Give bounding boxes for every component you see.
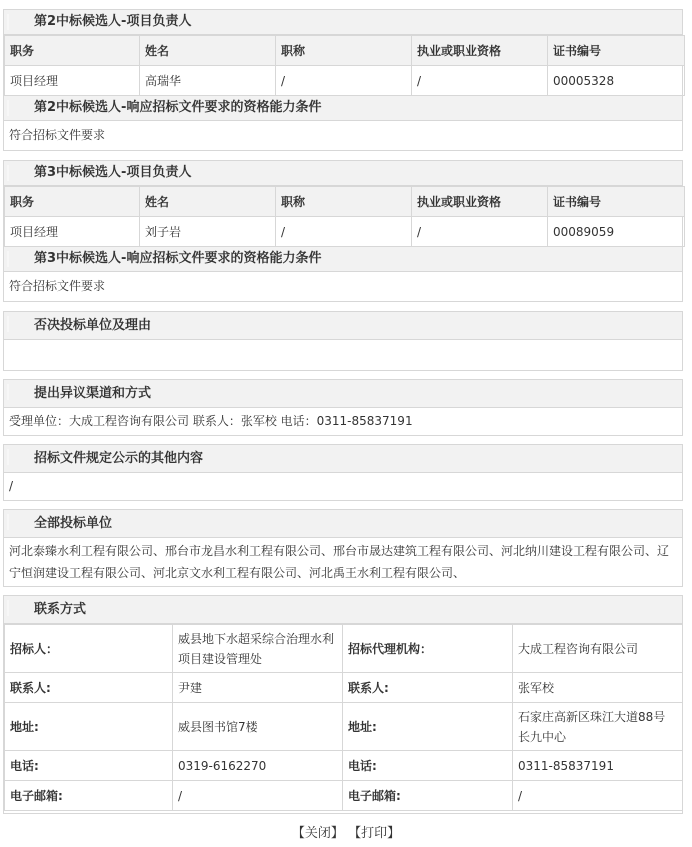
agency-contact-value: 张军校 xyxy=(513,673,683,703)
header-marker xyxy=(7,251,9,267)
objection-text: 受理单位：大成工程咨询有限公司 联系人：张军校 电话：0311-85837191 xyxy=(9,414,413,428)
other-content-header xyxy=(4,445,682,473)
tenderer-address-label: 地址: xyxy=(5,703,173,751)
contact-header xyxy=(4,596,682,624)
candidate-2-condition-title: 第2中标候选人-响应招标文件要求的资格能力条件 xyxy=(34,100,322,115)
header-marker xyxy=(7,384,9,400)
agency-address-value: 石家庄高新区珠江大道88号长九中心 xyxy=(513,703,683,751)
col-header-cert-no: 证书编号 xyxy=(548,187,685,217)
candidate-2-leader-table xyxy=(4,35,685,96)
header-marker xyxy=(7,514,9,530)
table-row xyxy=(5,673,683,703)
header-marker xyxy=(7,449,9,465)
col-header-position: 职务 xyxy=(5,187,140,217)
agency-phone-label: 电话: xyxy=(343,751,513,781)
header-marker xyxy=(7,316,9,332)
table-row xyxy=(5,751,683,781)
col-header-qualification: 执业或职业资格 xyxy=(412,187,548,217)
col-header-name: 姓名 xyxy=(140,187,276,217)
other-content-title: 招标文件规定公示的其他内容 xyxy=(34,451,204,466)
candidate-3-section xyxy=(3,160,683,302)
cell-cert-no: 00005328 xyxy=(548,66,685,96)
contact-table xyxy=(4,624,683,811)
col-header-qualification: 执业或职业资格 xyxy=(412,36,548,66)
table-header-row xyxy=(5,36,685,66)
agency-address-label: 地址: xyxy=(343,703,513,751)
bidders-title: 全部投标单位 xyxy=(34,516,113,531)
table-row xyxy=(5,625,683,673)
candidate-3-leader-header xyxy=(4,161,682,186)
tenderer-email-label: 电子邮箱: xyxy=(5,781,173,811)
cell-title: / xyxy=(276,66,412,96)
tenderer-value: 威县地下水超采综合治理水利项目建设管理处 xyxy=(173,625,343,673)
agency-phone-value: 0311-85837191 xyxy=(513,751,683,781)
tenderer-email-value: / xyxy=(173,781,343,811)
header-marker xyxy=(7,100,9,116)
veto-section xyxy=(3,311,683,371)
cell-position: 项目经理 xyxy=(5,66,140,96)
header-marker xyxy=(7,600,9,616)
candidate-2-section xyxy=(3,9,683,151)
other-content-text: / xyxy=(9,479,14,493)
tenderer-phone-value: 0319-6162270 xyxy=(173,751,343,781)
agency-email-value: / xyxy=(513,781,683,811)
footer-actions xyxy=(0,822,692,841)
table-row xyxy=(5,66,685,96)
tenderer-label: 招标人： xyxy=(5,625,173,673)
close-button[interactable]: 【关闭】 xyxy=(291,826,344,841)
cell-name: 高瑞华 xyxy=(140,66,276,96)
table-header-row xyxy=(5,187,685,217)
bidders-header xyxy=(4,510,682,538)
agency-contact-label: 联系人: xyxy=(343,673,513,703)
candidate-2-condition-text: 符合招标文件要求 xyxy=(9,128,106,142)
col-header-cert-no: 证书编号 xyxy=(548,36,685,66)
agency-email-label: 电子邮箱: xyxy=(343,781,513,811)
tenderer-phone-label: 电话: xyxy=(5,751,173,781)
cell-cert-no: 00089059 xyxy=(548,217,685,247)
table-row xyxy=(5,703,683,751)
cell-qualification: / xyxy=(412,66,548,96)
candidate-3-condition-text: 符合招标文件要求 xyxy=(9,279,106,293)
objection-section xyxy=(3,379,683,436)
objection-header xyxy=(4,380,682,408)
candidate-2-leader-title: 第2中标候选人-项目负责人 xyxy=(34,14,192,29)
table-row xyxy=(5,217,685,247)
veto-header xyxy=(4,312,682,340)
cell-qualification: / xyxy=(412,217,548,247)
veto-title: 否决投标单位及理由 xyxy=(34,318,152,333)
candidate-3-condition-title: 第3中标候选人-响应招标文件要求的资格能力条件 xyxy=(34,251,322,266)
header-marker xyxy=(7,14,9,30)
col-header-position: 职务 xyxy=(5,36,140,66)
cell-title: / xyxy=(276,217,412,247)
col-header-name: 姓名 xyxy=(140,36,276,66)
header-marker xyxy=(7,165,9,181)
bidders-section xyxy=(3,509,683,587)
print-button[interactable]: 【打印】 xyxy=(348,826,401,841)
col-header-title: 职称 xyxy=(276,187,412,217)
objection-title: 提出异议渠道和方式 xyxy=(34,386,152,401)
contact-title: 联系方式 xyxy=(34,602,87,617)
agency-value: 大成工程咨询有限公司 xyxy=(513,625,683,673)
contact-section xyxy=(3,595,683,814)
cell-position: 项目经理 xyxy=(5,217,140,247)
candidate-3-leader-table xyxy=(4,186,685,247)
tenderer-contact-value: 尹建 xyxy=(173,673,343,703)
table-row xyxy=(5,781,683,811)
col-header-title: 职称 xyxy=(276,36,412,66)
candidate-3-condition-header xyxy=(4,247,682,272)
candidate-2-condition-header xyxy=(4,96,682,121)
candidate-2-leader-header xyxy=(4,10,682,35)
tenderer-contact-label: 联系人: xyxy=(5,673,173,703)
tenderer-address-value: 威县图书馆7楼 xyxy=(173,703,343,751)
other-content-section xyxy=(3,444,683,501)
candidate-3-leader-title: 第3中标候选人-项目负责人 xyxy=(34,165,192,180)
bidders-text: 河北泰臻水利工程有限公司、邢台市龙昌水利工程有限公司、邢台市晟达建筑工程有限公司、河北纳川建设工程有限公司、辽宁恒润建设工程有限公司、河北京文水利工程有限公司、河北禹王水利工程有限公司、 xyxy=(9,544,670,580)
cell-name: 刘子岩 xyxy=(140,217,276,247)
agency-label: 招标代理机构： xyxy=(343,625,513,673)
